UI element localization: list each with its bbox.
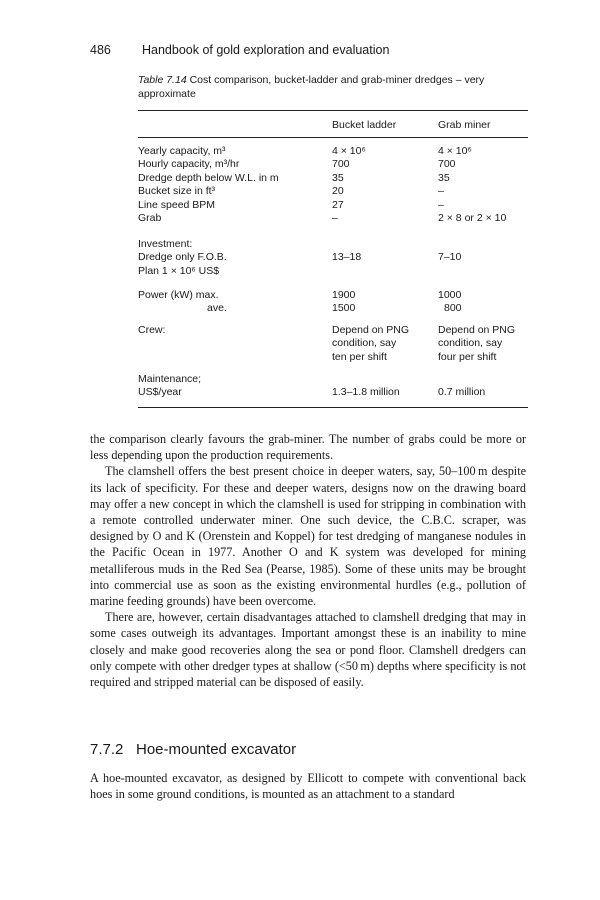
- column-header-grab-miner: Grab miner: [438, 119, 491, 131]
- row-label: Grab: [138, 212, 162, 224]
- column-header-bucket-ladder: Bucket ladder: [332, 119, 397, 131]
- bucket-ladder-value: 20: [332, 185, 344, 198]
- grab-miner-value: Depend on PNG: [438, 324, 516, 336]
- row-label: Bucket size in ft³: [138, 185, 216, 198]
- section-heading: [90, 741, 296, 758]
- section-title: Hoe-mounted excavator: [136, 741, 297, 758]
- row-label: Dredge only F.O.B.: [138, 251, 227, 264]
- grab-miner-value: four per shift: [438, 350, 497, 363]
- grab-miner-value: 2 × 8 or 2 × 10: [438, 212, 507, 224]
- row-label: ave.: [207, 302, 227, 315]
- section-number: 7.7.2: [90, 741, 124, 758]
- row-label: Dredge depth below W.L. in m: [138, 171, 279, 184]
- grab-miner-value: 800: [444, 302, 462, 315]
- row-label: Investment:: [138, 238, 193, 250]
- table-caption: [138, 74, 533, 101]
- grab-miner-value: 4 × 10⁶: [438, 145, 472, 157]
- running-title: Handbook of gold exploration and evaluation: [142, 43, 390, 57]
- row-label: Crew:: [138, 324, 166, 336]
- grab-miner-value: 700: [438, 158, 456, 171]
- bucket-ladder-value: 35: [332, 171, 344, 184]
- table-top-rule: [138, 110, 528, 111]
- table-bottom-rule: [138, 407, 528, 408]
- row-label: Maintenance;: [138, 373, 202, 385]
- running-header: [90, 43, 389, 57]
- row-label: Power (kW) max.: [138, 289, 219, 301]
- table-header-rule: [138, 137, 528, 138]
- grab-miner-value: 0.7 million: [438, 386, 486, 399]
- bucket-ladder-value: 4 × 10⁶: [332, 145, 366, 157]
- grab-miner-value: –: [438, 185, 444, 198]
- grab-miner-value: 35: [438, 171, 450, 184]
- row-label: Plan 1 × 10⁶ US$: [138, 264, 220, 277]
- bucket-ladder-value: 13–18: [332, 251, 362, 264]
- bucket-ladder-value: 27: [332, 198, 344, 211]
- bucket-ladder-value: 1900: [332, 289, 356, 301]
- bucket-ladder-value: ten per shift: [332, 350, 387, 363]
- body-text: [90, 431, 526, 690]
- grab-miner-value: 7–10: [438, 251, 462, 264]
- row-label: Yearly capacity, m³: [138, 145, 226, 157]
- grab-miner-value: 1000: [438, 289, 462, 301]
- bucket-ladder-value: 1500: [332, 302, 356, 315]
- bucket-ladder-value: –: [332, 212, 338, 224]
- page-number: 486: [90, 43, 111, 57]
- table-caption-label: Table 7.14: [138, 74, 187, 86]
- row-label: Hourly capacity, m³/hr: [138, 158, 240, 171]
- paragraph: The clamshell offers the best present choice in deeper waters, say, 50–100 m despite its lack of specificity. For these and deeper waters, designs now on the drawing board may offer a new concept in which the clamshell is used for stripping in combination with a remote controlled underwater miner. One such device, the C.B.C. scraper, was designed by O and K (Orenstein and Koppel) for test dredging of manganese nodules in the Pacific Ocean in 1977. Another O and K system was developed for mining metalliferous muds in the Red Sea (Pearse, 1985). Some of these units may be brought into commercial use as soon as the existing environmental hurdles (e.g., pollution of marine feeding grounds) have been overcome.: [90, 464, 526, 609]
- row-label: US$/year: [138, 386, 182, 399]
- grab-miner-value: condition, say: [438, 337, 503, 350]
- paragraph: A hoe-mounted excavator, as designed by Ellicott to compete with conventional back hoes in some ground conditions, is mounted as an attachment to a standard: [90, 771, 526, 802]
- paragraph: the comparison clearly favours the grab-miner. The number of grabs could be more or less depending upon the production requirements.: [90, 432, 526, 463]
- bucket-ladder-value: condition, say: [332, 337, 397, 350]
- bucket-ladder-value: 700: [332, 158, 350, 171]
- table-caption-text: Cost comparison, bucket-ladder and grab-miner dredges – very approximate: [138, 74, 485, 100]
- bucket-ladder-value: Depend on PNG: [332, 324, 410, 336]
- grab-miner-value: –: [438, 198, 444, 211]
- paragraph: There are, however, certain disadvantages attached to clamshell dredging that may in some cases outweigh its advantages. Important amongst these is an inability to mine closely and make good recoveries along the sea or pond floor. Clamshell dredgers can only compete with other dredger types at shallow (<50 m) depths where specificity is not required and stripped material can be disposed of easily.: [90, 610, 526, 690]
- bucket-ladder-value: 1.3–1.8 million: [332, 386, 400, 399]
- row-label: Line speed BPM: [138, 198, 216, 211]
